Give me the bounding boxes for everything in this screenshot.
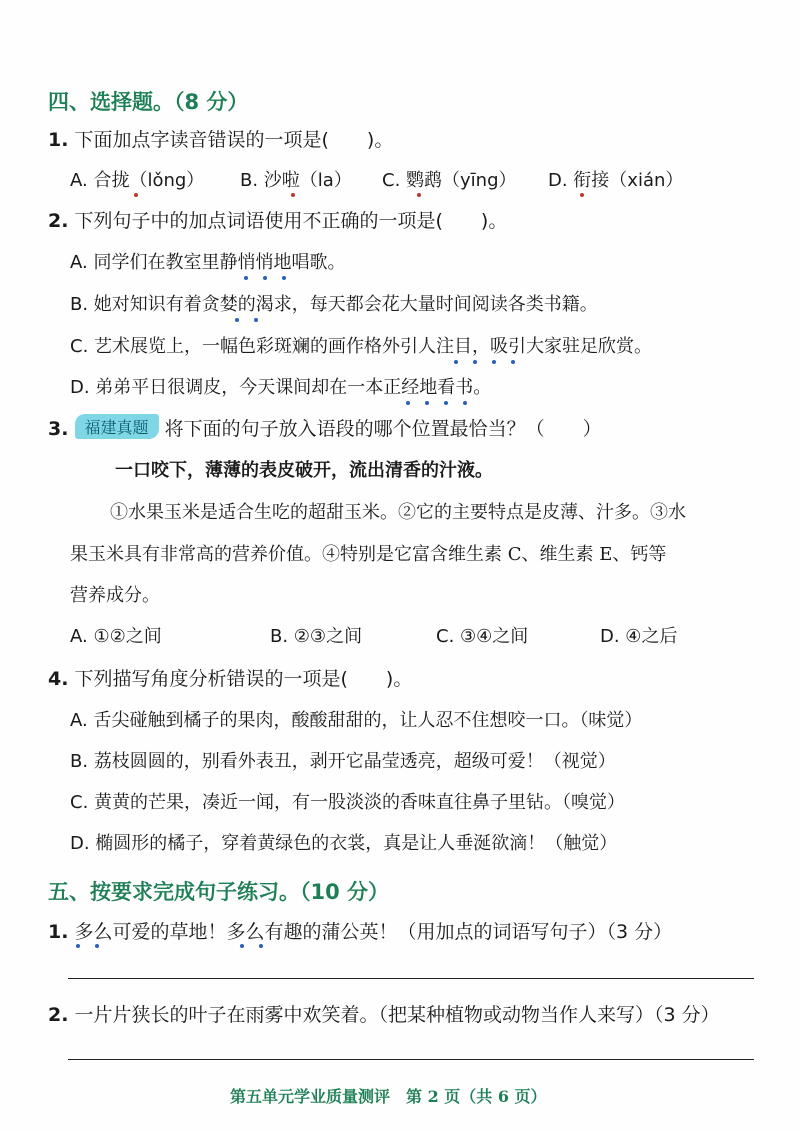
q4-option-d[interactable]: D. 椭圆形的橘子，穿着黄绿色的衣裳，真是让人垂涎欲滴！（触觉） [70, 833, 618, 854]
section-5-title: 五、按要求完成句子练习。（10 分） [48, 880, 390, 904]
question-text: 下面加点字读音错误的一项是( )。 [74, 129, 394, 151]
passage-line-1: ①水果玉米是适合生吃的超甜玉米。②它的主要特点是皮薄、汁多。③水 [110, 502, 686, 523]
insert-sentence: 一口咬下，薄薄的表皮破开，流出清香的汁液。 [115, 460, 493, 481]
q1-option-a[interactable]: A. 合拢（lǒng） [70, 170, 205, 191]
question-number: 1. [48, 129, 69, 151]
answer-line[interactable] [68, 978, 754, 979]
q3-option-b[interactable]: B. ②③之间 [270, 626, 363, 647]
question-number: 3. [48, 418, 69, 440]
question-3 [48, 414, 602, 441]
q4-option-b[interactable]: B. 荔枝圆圆的，别看外表丑，剥开它晶莹透亮，超级可爱！（视觉） [70, 751, 616, 772]
question-text: 一片片狭长的叶子在雨雾中欢笑着。（把某种植物或动物当作人来写）（3 分） [74, 1004, 720, 1026]
source-tag: 福建真题 [75, 414, 159, 439]
q2-option-d[interactable]: D. 弟弟平日很调皮，今天课间却在一本正经地看书。 [70, 377, 492, 398]
question-4 [48, 664, 412, 691]
question-2 [48, 206, 507, 233]
question-1 [48, 125, 393, 152]
q3-option-a[interactable]: A. ①②之间 [70, 626, 162, 647]
passage-line-3: 营养成分。 [70, 585, 160, 606]
q3-option-d[interactable]: D. ④之后 [600, 626, 678, 647]
q2-option-a[interactable]: A. 同学们在教室里静悄悄地唱歌。 [70, 252, 346, 273]
question-text: 下列句子中的加点词语使用不正确的一项是( )。 [74, 210, 508, 232]
s5-question-1 [48, 917, 672, 944]
question-number: 2. [48, 210, 69, 232]
q1-option-c[interactable]: C. 鹦鹉（yīng） [382, 170, 517, 191]
q2-option-b[interactable]: B. 她对知识有着贪婪的渴求，每天都会花大量时间阅读各类书籍。 [70, 294, 598, 315]
page-footer: 第五单元学业质量测评 第 2 页（共 6 页） [230, 1087, 547, 1106]
question-text: 多么可爱的草地！多么有趣的蒲公英！（用加点的词语写句子）（3 分） [74, 921, 673, 943]
s5-question-2 [48, 1000, 720, 1027]
question-number: 2. [48, 1004, 69, 1026]
answer-line[interactable] [68, 1059, 754, 1060]
question-text: 下列描写角度分析错误的一项是( )。 [74, 668, 413, 690]
q4-option-a[interactable]: A. 舌尖碰触到橘子的果肉，酸酸甜甜的，让人忍不住想咬一口。（味觉） [70, 710, 643, 731]
q2-option-c[interactable]: C. 艺术展览上，一幅色彩斑斓的画作格外引人注目，吸引大家驻足欣赏。 [70, 336, 653, 357]
question-number: 4. [48, 668, 69, 690]
passage-line-2: 果玉米具有非常高的营养价值。④特别是它富含维生素 C、维生素 E、钙等 [70, 544, 667, 565]
q4-option-c[interactable]: C. 黄黄的芒果，凑近一闻，有一股淡淡的香味直往鼻子里钻。（嗅觉） [70, 792, 626, 813]
question-number: 1. [48, 921, 69, 943]
q1-option-d[interactable]: D. 衔接（xián） [548, 170, 684, 191]
section-4-title: 四、选择题。（8 分） [48, 90, 249, 114]
question-text: 将下面的句子放入语段的哪个位置最恰当？（ ） [164, 418, 602, 440]
q1-option-b[interactable]: B. 沙啦（la） [240, 170, 352, 191]
q3-option-c[interactable]: C. ③④之间 [436, 626, 529, 647]
